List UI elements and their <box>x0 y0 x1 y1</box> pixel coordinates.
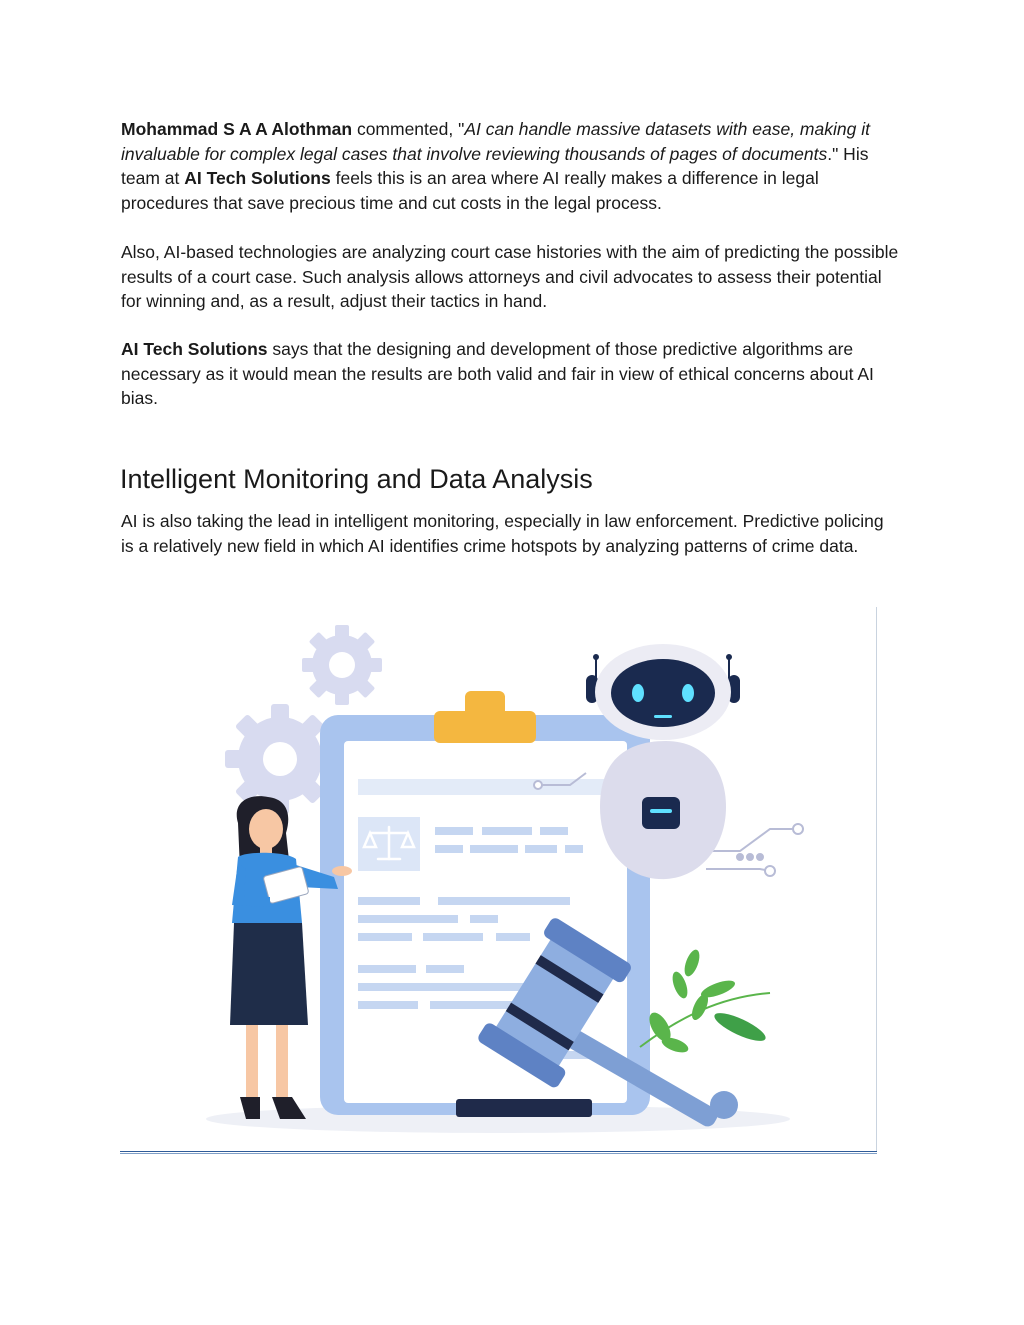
paragraph-quote <box>121 117 901 215</box>
person-name: Mohammad S A A Alothman <box>121 119 353 139</box>
commented-text: commented, " <box>352 119 465 139</box>
company-name: AI Tech Solutions <box>184 168 331 188</box>
ai-legal-illustration <box>120 607 877 1154</box>
quote-text: AI can handle massive datasets with ease, making it invaluable for complex legal cases that involve reviewing thousands of pages of documents <box>121 119 870 164</box>
paragraph-court-history: Also, AI-based technologies are analyzing court case histories with the aim of predicting the possible results of a court case. Such analysis allows attorneys and civil advocates to assess their potential for winning and, as a result, adjust their tactics in hand. <box>121 242 899 311</box>
quote-end-text: ." His team at <box>121 143 869 188</box>
paragraph-predictive-algorithms <box>121 337 901 411</box>
gear-icon <box>225 704 335 814</box>
figure-border-right <box>876 607 877 1152</box>
leaf-icon <box>640 948 770 1056</box>
section-heading: Intelligent Monitoring and Data Analysis <box>120 464 593 494</box>
company-name: AI Tech Solutions <box>121 339 268 359</box>
paragraph-rest-text: says that the designing and development of those predictive algorithms are necessary as it would mean the results are both valid and fair in view of ethical concerns about AI bias. <box>121 339 874 408</box>
paragraph-monitoring: AI is also taking the lead in intelligent monitoring, especially in law enforcement. Predictive policing is a relatively new field in which AI identifies crime hotspots by analyzing patterns of crime data. <box>121 511 884 556</box>
illustration-svg <box>120 607 877 1154</box>
paragraph-rest-text: feels this is an area where AI really makes a difference in legal procedures that save precious time and cut costs in the legal process. <box>121 168 819 213</box>
gear-icon <box>302 625 382 705</box>
figure-border-bottom <box>120 1151 877 1154</box>
